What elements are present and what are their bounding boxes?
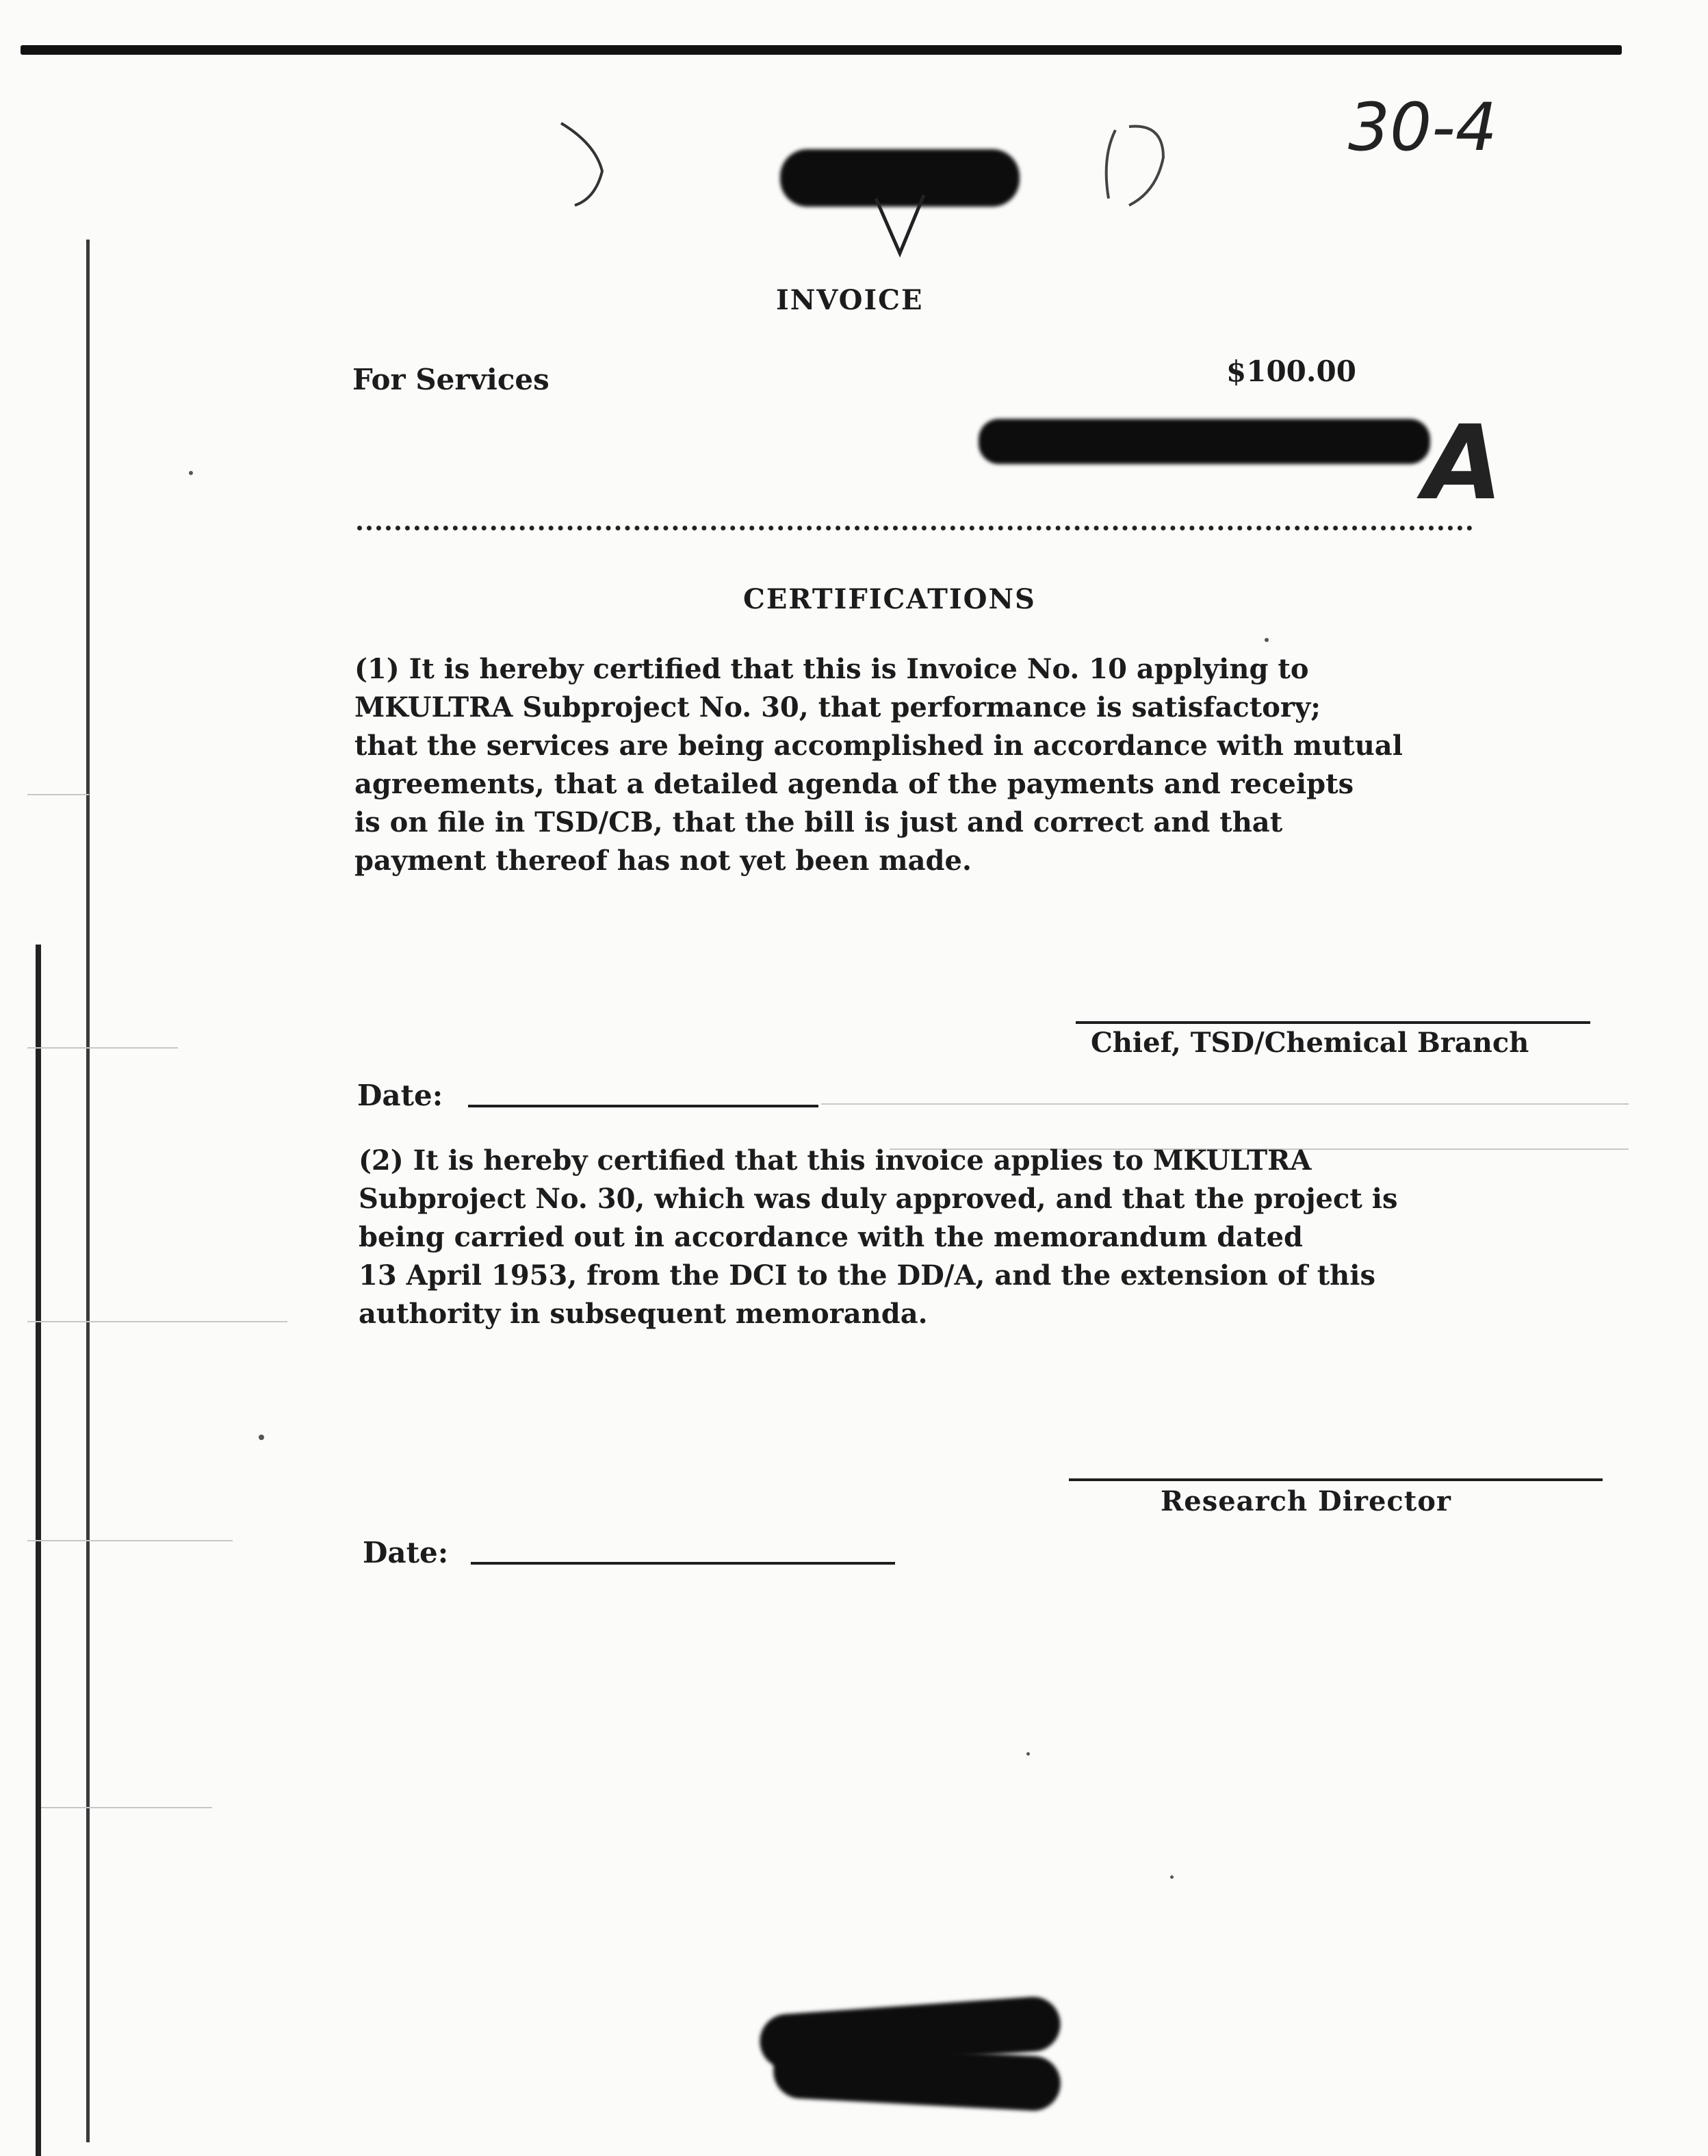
date-line-2 — [471, 1562, 895, 1565]
certifications-heading: CERTIFICATIONS — [743, 583, 1036, 615]
scan-speck — [189, 471, 193, 475]
certification-1-line: MKULTRA Subproject No. 30, that performance is satisfactory; — [354, 691, 1321, 723]
date-label-2: Date: — [363, 1536, 449, 1569]
scan-speck — [1026, 1752, 1030, 1756]
certification-1-line: payment thereof has not yet been made. — [354, 845, 972, 877]
certification-2-line: (2) It is hereby certified that this invoice applies to MKULTRA — [359, 1144, 1312, 1177]
signature-line-director — [1069, 1478, 1603, 1481]
certification-2-line: being carried out in accordance with the memorandum dated — [359, 1221, 1303, 1253]
certification-1-text — [354, 650, 1403, 880]
certification-1-line: is on file in TSD/CB, that the bill is just and correct and that — [354, 806, 1283, 838]
signer-director-label: Research Director — [1161, 1485, 1452, 1517]
certification-1-line: that the services are being accomplished in accordance with mutual — [354, 730, 1403, 762]
handwritten-margin-letter: A — [1423, 404, 1503, 523]
scan-artifact-line — [821, 1103, 1629, 1105]
invoice-amount: $100.00 — [1226, 355, 1356, 388]
section-divider — [357, 526, 1473, 530]
certification-1-line: (1) It is hereby certified that this is Invoice No. 10 applying to — [354, 653, 1309, 685]
scan-artifact-line — [27, 1047, 178, 1049]
scan-speck — [1170, 1875, 1174, 1879]
certification-2-line: authority in subsequent memoranda. — [359, 1298, 928, 1330]
handwritten-page-number: 30-4 — [1348, 89, 1497, 166]
date-label-1: Date: — [357, 1079, 443, 1112]
scan-artifact-line — [27, 1540, 233, 1541]
scan-top-border — [21, 45, 1622, 55]
certification-2-line: 13 April 1953, from the DCI to the DD/A, and the extension of this — [359, 1259, 1375, 1292]
services-label: For Services — [352, 363, 549, 396]
signature-line-chief — [1076, 1021, 1590, 1024]
signer-chief-label: Chief, TSD/Chemical Branch — [1091, 1027, 1529, 1059]
redaction-payee — [979, 419, 1430, 464]
scan-left-edge — [36, 945, 41, 2156]
scan-artifact-line — [27, 794, 89, 795]
redaction-mark-icon — [869, 192, 931, 260]
stamp-mark-icon — [547, 116, 630, 212]
scan-speck — [259, 1435, 264, 1440]
scan-artifact-line — [41, 1807, 212, 1808]
certification-1-line: agreements, that a detailed agenda of the payments and receipts — [354, 768, 1354, 800]
scan-left-rule — [86, 240, 90, 2142]
invoice-title: INVOICE — [776, 284, 924, 316]
date-line-1 — [468, 1105, 818, 1107]
scan-artifact-line — [27, 1321, 287, 1322]
scan-speck — [1265, 638, 1269, 642]
redaction-bottom — [772, 2042, 1062, 2112]
certification-2-text — [359, 1142, 1397, 1333]
certification-2-line: Subproject No. 30, which was duly approved, and that the project is — [359, 1183, 1398, 1215]
stamp-mark-icon — [1088, 116, 1177, 219]
